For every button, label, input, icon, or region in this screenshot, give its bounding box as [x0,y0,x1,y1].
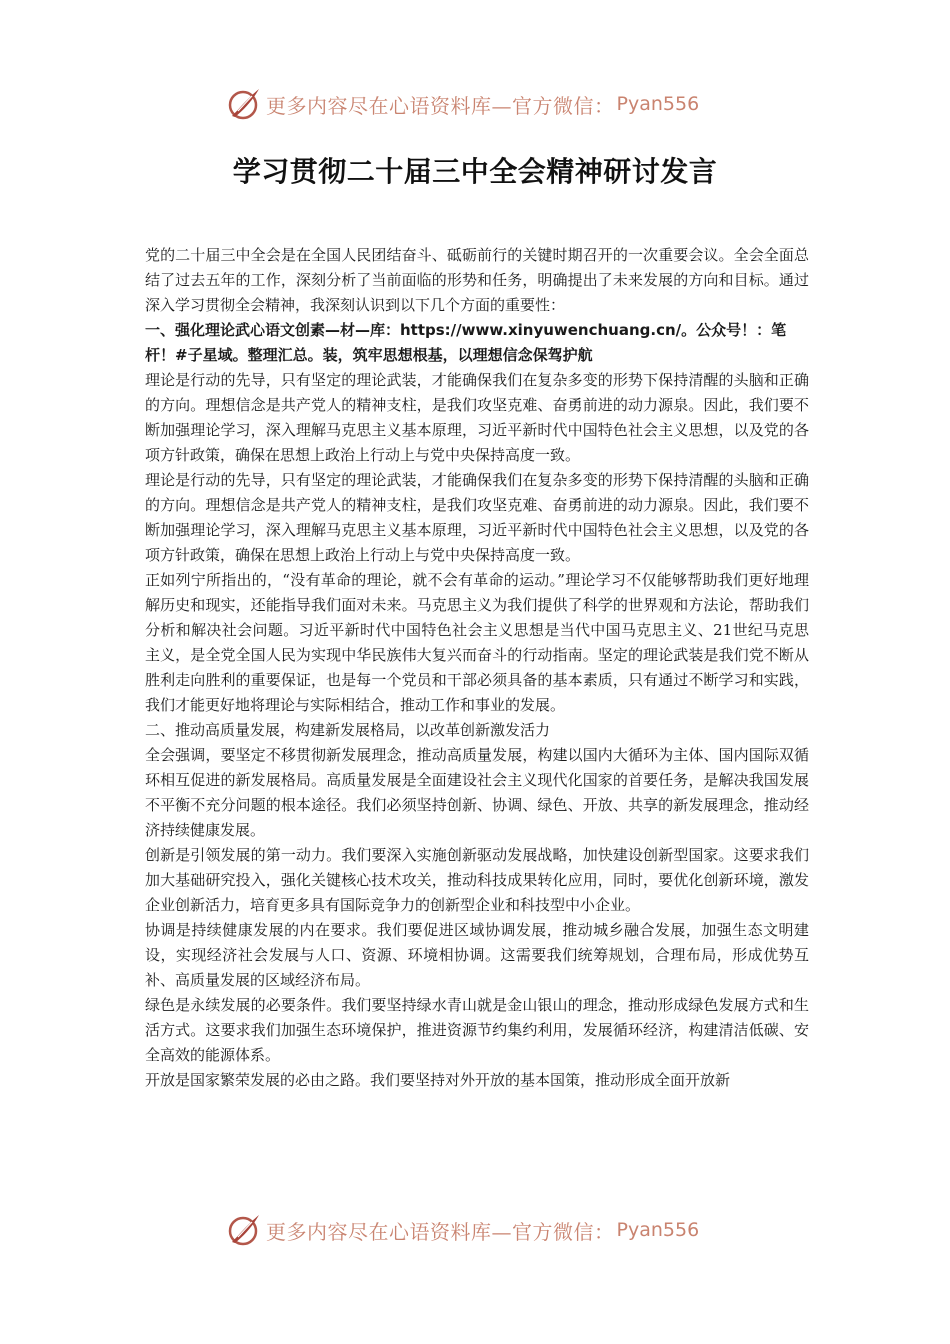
footer-watermark-banner [0,1210,950,1250]
section1-paragraph-3: 正如列宁所指出的，“没有革命的理论，就不会有革命的运动。”理论学习不仅能够帮助我们更好地理解历史和现实，还能指导我们面对未来。马克思主义为我们提供了科学的世界观和方法论，帮助我们分析和解决社会问题。习近平新时代中国特色社会主义思想是当代中国马克思主义、21世纪马克思主义，是全党全国人民为实现中华民族伟大复兴而奋斗的行动指南。坚定的理论武装是我们党不断从胜利走向胜利的重要保证，也是每一个党员和干部必须具备的基本素质，只有通过不断学习和实践，我们才能更好地将理论与实际相结合，推动工作和事业的发展。 [145,571,809,714]
section2-paragraph-2: 创新是引领发展的第一动力。我们要深入实施创新驱动发展战略，加快建设创新型国家。这要求我们加大基础研究投入，强化关键核心技术攻关，推动科技成果转化应用，同时，要优化创新环境，激发企业创新活力，培育更多具有国际竞争力的创新型企业和科技型中小企业。 [145,846,809,914]
intro-paragraph: 党的二十届三中全会是在全国人民团结奋斗、砥砺前行的关键时期召开的一次重要会议。全会全面总结了过去五年的工作，深刻分析了当前面临的形势和任务，明确提出了未来发展的方向和目标。通过深入学习贯彻全会精神，我深刻认识到以下几个方面的重要性： [145,246,809,314]
footer-banner-text: 更多内容尽在心语资料库—官方微信： [266,1219,615,1244]
section2-paragraph-5: 开放是国家繁荣发展的必由之路。我们要坚持对外开放的基本国策，推动形成全面开放新 [145,1071,731,1089]
section2-paragraph-1: 全会强调，要坚定不移贯彻新发展理念，推动高质量发展，构建以国内大循环为主体、国内国际双循环相互促进的新发展格局。高质量发展是全面建设社会主义现代化国家的首要任务，是解决我国发展不平衡不充分问题的根本途径。我们必须坚持创新、协调、绿色、开放、共享的新发展理念，推动经济持续健康发展。 [145,746,809,839]
section1-paragraph-2: 理论是行动的先导，只有坚定的理论武装，才能确保我们在复杂多变的形势下保持清醒的头脑和正确的方向。理想信念是共产党人的精神支柱，是我们攻坚克难、奋勇前进的动力源泉。因此，我们要不断加强理论学习，深入理解马克思主义基本原理，习近平新时代中国特色社会主义思想，以及党的各项方针政策，确保在思想上政治上行动上与党中央保持高度一致。 [145,471,809,564]
document-body [145,243,809,1093]
section2-paragraph-3: 协调是持续健康发展的内在要求。我们要促进区域协调发展，推动城乡融合发展，加强生态文明建设，实现经济社会发展与人口、资源、环境相协调。这需要我们统筹规划，合理布局，形成优势互补、高质量发展的区域经济布局。 [145,921,809,989]
section2-paragraph-4: 绿色是永续发展的必要条件。我们要坚持绿水青山就是金山银山的理念，推动形成绿色发展方式和生活方式。这要求我们加强生态环境保护，推进资源节约集约利用，发展循环经济，构建清洁低碳、安全高效的能源体系。 [145,996,809,1064]
header-banner-handle: Pyan556 [616,93,700,115]
header-watermark-banner [0,84,950,124]
section1-paragraph-1: 理论是行动的先导，只有坚定的理论武装，才能确保我们在复杂多变的形势下保持清醒的头脑和正确的方向。理想信念是共产党人的精神支柱，是我们攻坚克难、奋勇前进的动力源泉。因此，我们要不断加强理论学习，深入理解马克思主义基本原理，习近平新时代中国特色社会主义思想，以及党的各项方针政策，确保在思想上政治上行动上与党中央保持高度一致。 [145,371,809,464]
footer-banner-handle: Pyan556 [616,1219,700,1241]
document-title: 学习贯彻二十届三中全会精神研讨发言 [232,155,718,188]
quill-logo-icon [226,1212,262,1248]
quill-logo-icon [226,86,262,122]
section1-heading: 一、强化理论武心语文创素—材—库：https://www.xinyuwenchuang.cn/。公众号！：笔杆！#子星域。整理汇总。装，筑牢思想根基，以理想信念保驾护航 [145,321,787,364]
header-banner-text: 更多内容尽在心语资料库—官方微信： [266,93,615,118]
section2-heading: 二、推动高质量发展，构建新发展格局，以改革创新激发活力 [145,721,551,739]
